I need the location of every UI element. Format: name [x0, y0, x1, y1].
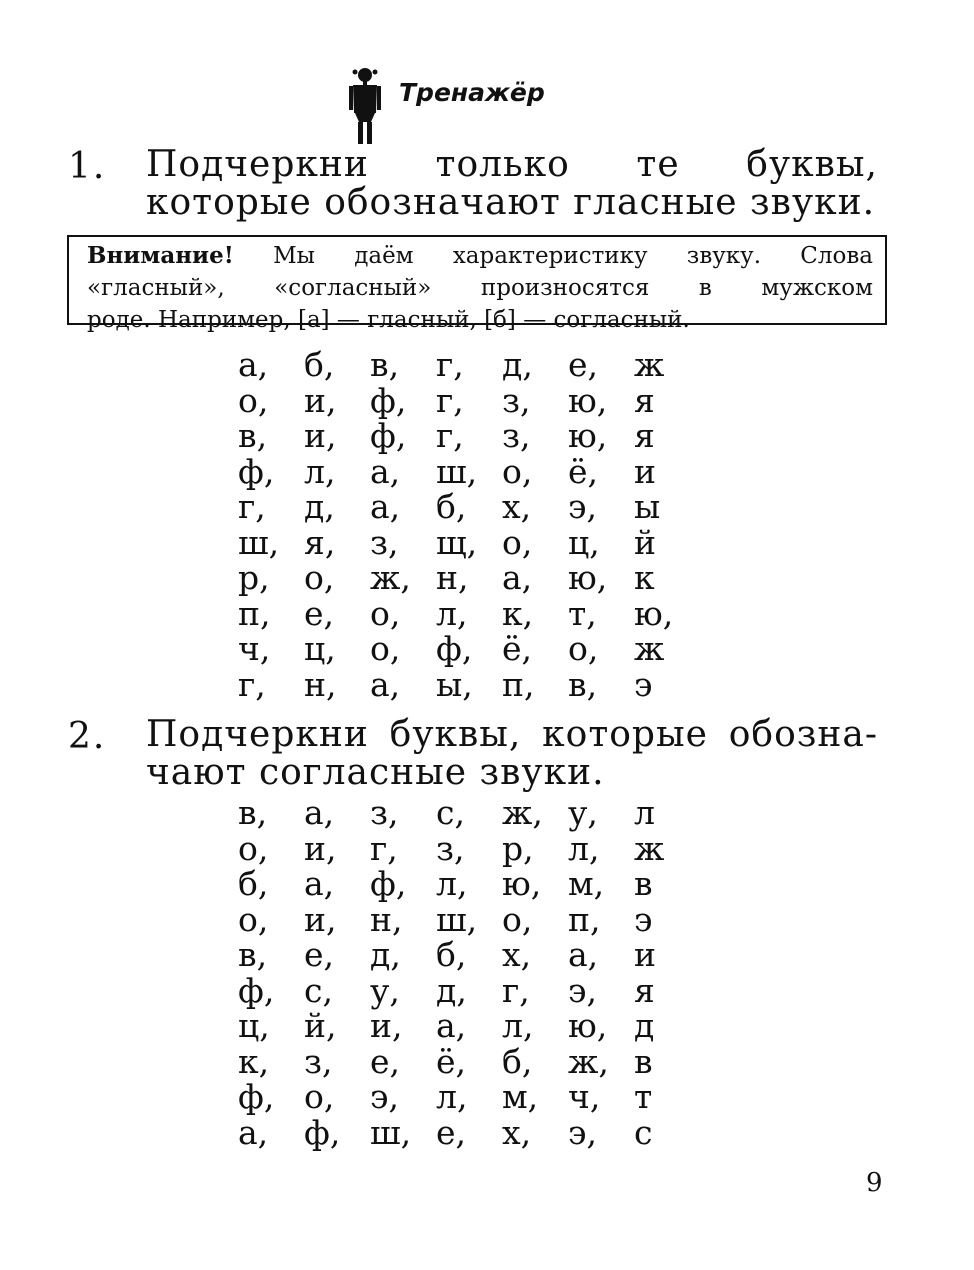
letter-item[interactable]: э, [568, 487, 597, 526]
letter-item[interactable]: а, [370, 451, 401, 491]
task-1-line-1: Подчеркни только те буквы, [146, 144, 878, 185]
letter-item[interactable]: о, [238, 899, 269, 939]
letter-item[interactable]: г, [436, 345, 464, 384]
letter-item[interactable]: ю, [502, 864, 542, 903]
letter-item[interactable]: е, [370, 1041, 401, 1081]
letter-item[interactable]: о, [370, 593, 401, 633]
letter-item[interactable]: ф, [370, 416, 407, 455]
letter-row [238, 347, 700, 383]
letter-item[interactable]: о, [238, 828, 269, 868]
letter-item[interactable]: ц, [238, 1006, 270, 1045]
letter-item[interactable]: х, [502, 1112, 532, 1152]
letter-item[interactable]: й, [304, 1006, 337, 1045]
task-1-instruction [146, 146, 878, 222]
letter-item[interactable]: ф, [238, 970, 275, 1010]
letter-item[interactable]: д, [502, 345, 533, 384]
task-2-line-2: чают согласные звуки. [146, 752, 605, 793]
letter-item[interactable]: я [634, 416, 655, 455]
letter-item[interactable]: д, [436, 970, 467, 1010]
letter-item[interactable]: о, [370, 629, 401, 668]
letter-item[interactable]: г, [370, 828, 398, 868]
letter-item[interactable]: ч, [568, 1077, 601, 1116]
letter-item[interactable]: г, [436, 416, 464, 455]
letter-row [238, 937, 700, 973]
letter-item[interactable]: щ, [436, 522, 478, 562]
letter-item[interactable]: э [634, 899, 653, 939]
letter-item[interactable]: ю, [568, 380, 608, 420]
letter-item[interactable]: м, [502, 1077, 539, 1116]
letter-row [238, 418, 700, 454]
letter-item[interactable]: е, [304, 593, 335, 633]
letter-item[interactable]: ш, [238, 522, 280, 562]
letter-item[interactable]: ж [634, 345, 665, 384]
letter-item[interactable]: ч, [238, 629, 271, 668]
letter-row [238, 1041, 700, 1081]
letter-item[interactable]: л, [304, 451, 336, 491]
letter-item[interactable]: л, [436, 593, 468, 633]
letter-item[interactable]: ц, [568, 522, 600, 562]
letter-item[interactable]: о, [304, 1077, 335, 1116]
letter-item[interactable]: ж, [370, 558, 411, 597]
letter-item[interactable]: ц, [304, 629, 336, 668]
letter-item[interactable]: м, [568, 864, 605, 903]
letter-item[interactable]: ф, [436, 629, 473, 668]
letter-item[interactable]: ш, [436, 899, 478, 939]
letter-item[interactable]: ё, [436, 1041, 467, 1081]
letter-item[interactable]: д, [304, 487, 335, 526]
letter-row [238, 795, 700, 831]
letter-item[interactable]: а, [238, 345, 269, 384]
task-1-number: 1. [68, 146, 107, 187]
letter-row [238, 1079, 700, 1115]
section-title: Тренажёр [399, 78, 545, 107]
letter-item[interactable]: и, [304, 380, 337, 420]
letter-item[interactable]: д [634, 1006, 655, 1045]
letter-item[interactable]: о, [502, 451, 533, 491]
letter-item[interactable]: г, [502, 970, 530, 1010]
letter-item[interactable]: р, [502, 828, 534, 868]
task-1-line-2: которые обозначают гласные звуки. [146, 182, 876, 223]
letter-item[interactable]: е, [568, 345, 599, 384]
letter-item[interactable]: ш, [436, 451, 478, 491]
letter-item[interactable]: ю, [634, 593, 674, 633]
letter-item[interactable]: у, [370, 970, 400, 1010]
letter-item[interactable]: а, [370, 487, 401, 526]
letter-item[interactable]: з, [370, 522, 399, 562]
letter-item[interactable]: а, [304, 793, 335, 832]
letter-item[interactable]: с, [304, 970, 333, 1010]
letter-item[interactable]: ю, [568, 1006, 608, 1045]
letter-item[interactable]: э, [568, 1112, 597, 1152]
letter-item[interactable]: ю, [568, 558, 608, 597]
letter-item[interactable]: э, [568, 970, 597, 1010]
letter-item[interactable]: я, [304, 522, 336, 562]
task-1-letter-grid [238, 347, 700, 702]
letter-item[interactable]: э, [370, 1077, 399, 1116]
letter-item[interactable]: а, [502, 558, 533, 597]
letter-item[interactable]: в, [238, 416, 268, 455]
letter-item[interactable]: й [634, 522, 656, 562]
letter-item[interactable]: п, [502, 664, 535, 704]
notice-line-1 [87, 240, 873, 272]
letter-item[interactable]: б, [502, 1041, 533, 1081]
letter-row [238, 866, 700, 902]
task-2-letter-grid [238, 795, 700, 1150]
letter-item[interactable]: х, [502, 935, 532, 974]
letter-item[interactable]: т [634, 1077, 653, 1116]
letter-item[interactable]: ф, [370, 380, 407, 420]
letter-item[interactable]: т, [568, 593, 597, 633]
letter-item[interactable]: ы [634, 487, 661, 526]
letter-item[interactable]: ё, [502, 629, 533, 668]
letter-item[interactable]: а, [370, 664, 401, 704]
letter-item[interactable]: я [634, 970, 655, 1010]
letter-item[interactable]: у, [568, 793, 598, 832]
letter-item[interactable]: с [634, 1112, 653, 1152]
letter-item[interactable]: ф, [238, 1077, 275, 1116]
letter-item[interactable]: к, [502, 593, 534, 633]
letter-item[interactable]: г, [238, 487, 266, 526]
letter-item[interactable]: д, [370, 935, 401, 974]
letter-item[interactable]: ф, [304, 1112, 341, 1152]
letter-item[interactable]: н, [436, 558, 469, 597]
letter-item[interactable]: к [634, 558, 655, 597]
notice-box [67, 235, 887, 333]
letter-item[interactable]: п, [238, 593, 271, 633]
letter-item[interactable]: ж, [568, 1041, 609, 1081]
letter-item[interactable]: л, [568, 828, 600, 868]
letter-row [238, 522, 700, 562]
task-2-instruction [146, 716, 878, 792]
letter-row [238, 664, 700, 704]
letter-item[interactable]: э [634, 664, 653, 704]
letter-item[interactable]: ж [634, 828, 665, 868]
letter-item[interactable]: и, [304, 416, 337, 455]
letter-item[interactable]: х, [502, 487, 532, 526]
letter-item[interactable]: е, [436, 1112, 467, 1152]
letter-item[interactable]: в [634, 1041, 653, 1081]
letter-item[interactable]: ю, [568, 416, 608, 455]
letter-row [238, 560, 700, 596]
letter-item[interactable]: ы, [436, 664, 473, 704]
letter-item[interactable]: з, [370, 793, 399, 832]
letter-item[interactable]: и, [370, 1006, 403, 1045]
letter-item[interactable]: о, [568, 629, 599, 668]
letter-item[interactable]: ф, [370, 864, 407, 903]
letter-row [238, 451, 700, 491]
letter-item[interactable]: и [634, 451, 656, 491]
letter-item[interactable]: к, [238, 1041, 270, 1081]
letter-item[interactable]: б, [436, 487, 467, 526]
letter-item[interactable]: о, [304, 558, 335, 597]
letter-item[interactable]: в [634, 864, 653, 903]
letter-item[interactable]: ш, [370, 1112, 412, 1152]
letter-item[interactable]: е, [304, 935, 335, 974]
letter-item[interactable]: ё, [568, 451, 599, 491]
letter-item[interactable]: з, [436, 828, 465, 868]
letter-item[interactable]: л, [436, 1077, 468, 1116]
letter-item[interactable]: г, [436, 380, 464, 420]
letter-item[interactable]: з, [304, 1041, 333, 1081]
letter-row [238, 1008, 700, 1044]
letter-item[interactable]: ж [634, 629, 665, 668]
letter-item[interactable]: о, [502, 899, 533, 939]
task-2-number: 2. [68, 716, 107, 757]
notice-line-3: роде. Например, [а] — гласный, [б] — согласный. [87, 307, 690, 333]
letter-row [238, 828, 700, 868]
letter-item[interactable]: н, [370, 899, 403, 939]
letter-item[interactable]: б, [238, 864, 269, 903]
letter-item[interactable]: о, [502, 522, 533, 562]
letter-row [238, 899, 700, 939]
notice-line-1-rest: Мы даём характеристику звуку. Слова [273, 243, 873, 269]
letter-item[interactable]: ж, [502, 793, 543, 832]
girl-icon [345, 66, 385, 146]
letter-item[interactable]: в, [238, 935, 268, 974]
letter-item[interactable]: б, [304, 345, 335, 384]
letter-item[interactable]: р, [238, 558, 270, 597]
letter-item[interactable]: г, [238, 664, 266, 704]
page-number: 9 [866, 1168, 883, 1198]
letter-row [238, 631, 700, 667]
letter-item[interactable]: с, [436, 793, 465, 832]
letter-item[interactable]: я [634, 380, 655, 420]
letter-item[interactable]: в, [370, 345, 400, 384]
letter-row [238, 593, 700, 633]
letter-item[interactable]: и [634, 935, 656, 974]
letter-row [238, 1112, 700, 1152]
letter-item[interactable]: л, [436, 864, 468, 903]
letter-item[interactable]: б, [436, 935, 467, 974]
letter-item[interactable]: и, [304, 828, 337, 868]
letter-item[interactable]: п, [568, 899, 601, 939]
letter-item[interactable]: л [634, 793, 655, 832]
letter-item[interactable]: з, [502, 380, 531, 420]
notice-heading: Внимание! [87, 242, 234, 269]
letter-item[interactable]: в, [568, 664, 598, 704]
letter-row [238, 489, 700, 525]
letter-row [238, 970, 700, 1010]
letter-item[interactable]: з, [502, 416, 531, 455]
task-2-line-1: Подчеркни буквы, которые обозна- [146, 714, 878, 755]
letter-row [238, 380, 700, 420]
letter-item[interactable]: а, [304, 864, 335, 903]
letter-item[interactable]: а, [238, 1112, 269, 1152]
letter-item[interactable]: в, [238, 793, 268, 832]
letter-item[interactable]: ф, [238, 451, 275, 491]
letter-item[interactable]: л, [502, 1006, 534, 1045]
letter-item[interactable]: и, [304, 899, 337, 939]
letter-item[interactable]: н, [304, 664, 337, 704]
letter-item[interactable]: о, [238, 380, 269, 420]
letter-item[interactable]: а, [568, 935, 599, 974]
notice-line-2: «гласный», «согласный» произносятся в мужском [87, 275, 873, 301]
letter-item[interactable]: а, [436, 1006, 467, 1045]
